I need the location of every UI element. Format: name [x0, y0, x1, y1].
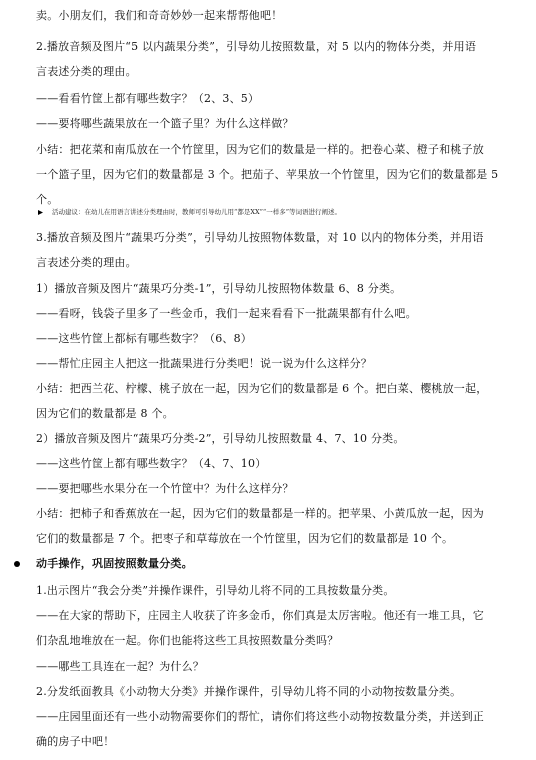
text-line: 们杂乱地堆放在一起。你们也能将这些工具按照数量分类吗？	[36, 634, 339, 647]
text-line: 3.播放音频及图片“蔬果巧分类”，引导幼儿按照物体数量，对 10 以内的物体分类，并用语	[36, 231, 484, 244]
text-line: ——这些竹筐上都标有哪些数字？（6、8）	[36, 332, 252, 345]
text-line: ——庄园里面还有一些小动物需要你们的帮忙，请你们将这些小动物按数量分类，并送到正	[36, 710, 484, 723]
text-line: 卖。小朋友们，我们和奇奇妙妙一起来帮帮他吧！	[36, 9, 283, 22]
text-line: ——看呀，钱袋子里多了一些金币，我们一起来看看下一批蔬果都有什么吧。	[36, 307, 417, 320]
text-line: 小结：把西兰花、柠檬、桃子放在一起，因为它们的数量都是 6 个。把白菜、樱桃放一起，	[36, 382, 488, 395]
section-heading: 动手操作，巩固按照数量分类。	[36, 557, 193, 570]
text-line: 个。	[36, 193, 59, 206]
text-line: 1.出示图片“我会分类”并操作课件，引导幼儿将不同的工具按数量分类。	[36, 584, 395, 597]
text-line: ——哪些工具连在一起？为什么？	[36, 660, 204, 673]
arrow-bullet-icon	[38, 210, 43, 215]
text-line: 因为它们的数量都是 8 个。	[36, 407, 174, 420]
text-line: ——要将哪些蔬果放在一个篮子里？为什么这样做？	[36, 117, 294, 130]
text-line: 1）播放音频及图片“蔬果巧分类-1”，引导幼儿按照物体数量 6、8 分类。	[36, 282, 402, 295]
text-line: ——要把哪些水果分在一个竹筐中？为什么这样分？	[36, 482, 294, 495]
text-line: 2.播放音频及图片“5 以内蔬果分类”，引导幼儿按照数量，对 5 以内的物体分类，并用语	[36, 40, 477, 53]
bullet-dot-icon	[14, 561, 20, 567]
activity-note: 活动建议：在幼儿在用语言讲述分类理由时，教师可引导幼儿用“都是XX”“一样多”等词语进行阐述。	[52, 208, 342, 216]
text-line: 2.分发纸面教具《小动物大分类》并操作课件，引导幼儿将不同的小动物按数量分类。	[36, 685, 462, 698]
text-line: 它们的数量都是 7 个。把枣子和草莓放在一个竹筐里，因为它们的数量都是 10 个。	[36, 532, 454, 545]
text-line: ——帮忙庄园主人把这一批蔬果进行分类吧！说一说为什么这样分？	[36, 357, 372, 370]
text-line: 言表述分类的理由。	[36, 65, 137, 78]
text-line: 小结：把柿子和香蕉放在一起，因为它们的数量都是一样的。把苹果、小黄瓜放一起，因为	[36, 507, 484, 520]
text-line: 言表述分类的理由。	[36, 256, 137, 269]
text-line: ——在大家的帮助下，庄园主人收获了许多金币，你们真是太厉害啦。他还有一堆工具，它	[36, 609, 484, 622]
text-line: ——这些竹筐上都有哪些数字？（4、7、10）	[36, 457, 267, 470]
text-line: ——看看竹筐上都有哪些数字？（2、3、5）	[36, 92, 260, 105]
text-line: 一个篮子里，因为它们的数量都是 3 个。把茄子、苹果放一个竹筐里，因为它们的数量都是 5	[36, 168, 499, 181]
text-line: 确的房子中吧！	[36, 735, 115, 748]
text-line: 小结：把花菜和南瓜放在一个竹筐里，因为它们的数量是一样的。把卷心菜、橙子和桃子放	[36, 143, 484, 156]
text-line: 2）播放音频及图片“蔬果巧分类-2”，引导幼儿按照数量 4、7、10 分类。	[36, 432, 405, 445]
